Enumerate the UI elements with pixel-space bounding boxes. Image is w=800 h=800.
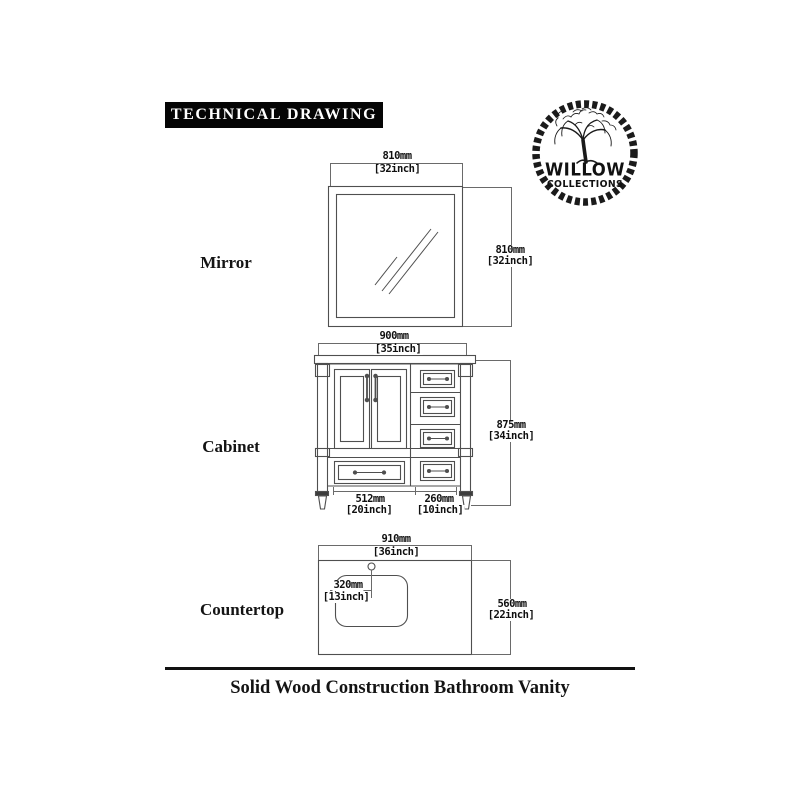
mirror-drawing xyxy=(329,187,463,327)
mirror-label: Mirror xyxy=(200,253,252,272)
footer-divider xyxy=(165,667,635,670)
mirror-dimension-lines xyxy=(330,163,512,327)
cabinet-height-mm: 875mm xyxy=(496,419,526,431)
cabinet-width-in: [35inch] xyxy=(374,343,422,355)
mirror-width-mm: 810mm xyxy=(382,150,412,162)
sink-offset-mm: 320mm xyxy=(333,579,363,591)
countertop-depth-in: [22inch] xyxy=(487,609,535,621)
cabinet-doors-width-in: [20inch] xyxy=(345,504,393,516)
countertop-width-in: [36inch] xyxy=(372,546,420,558)
cabinet-drawing xyxy=(315,356,476,510)
cabinet-height-in: [34inch] xyxy=(487,430,535,442)
faucet-hole xyxy=(368,563,375,570)
cabinet-width-mm: 900mm xyxy=(379,330,409,342)
mirror-width-in: [32inch] xyxy=(373,163,421,175)
countertop-label: Countertop xyxy=(199,600,285,619)
mirror-height-in: [32inch] xyxy=(486,255,534,267)
page-title: TECHNICAL DRAWING xyxy=(170,106,378,123)
sink-offset-in: [13inch] xyxy=(322,591,370,603)
countertop-drawing xyxy=(319,561,472,655)
brand-name: WILLOW xyxy=(544,159,625,180)
mirror-height-mm: 810mm xyxy=(495,244,525,256)
cabinet-drawers-width-mm: 260mm xyxy=(424,493,454,505)
cabinet-drawers-width-in: [10inch] xyxy=(416,504,464,516)
cabinet-label: Cabinet xyxy=(202,437,260,456)
product-title: Solid Wood Construction Bathroom Vanity xyxy=(230,678,570,698)
countertop-width-mm: 910mm xyxy=(381,533,411,545)
brand-subtitle: COLLECTIONS xyxy=(546,179,624,190)
cabinet-doors-width-mm: 512mm xyxy=(355,493,385,505)
countertop-depth-mm: 560mm xyxy=(497,598,527,610)
